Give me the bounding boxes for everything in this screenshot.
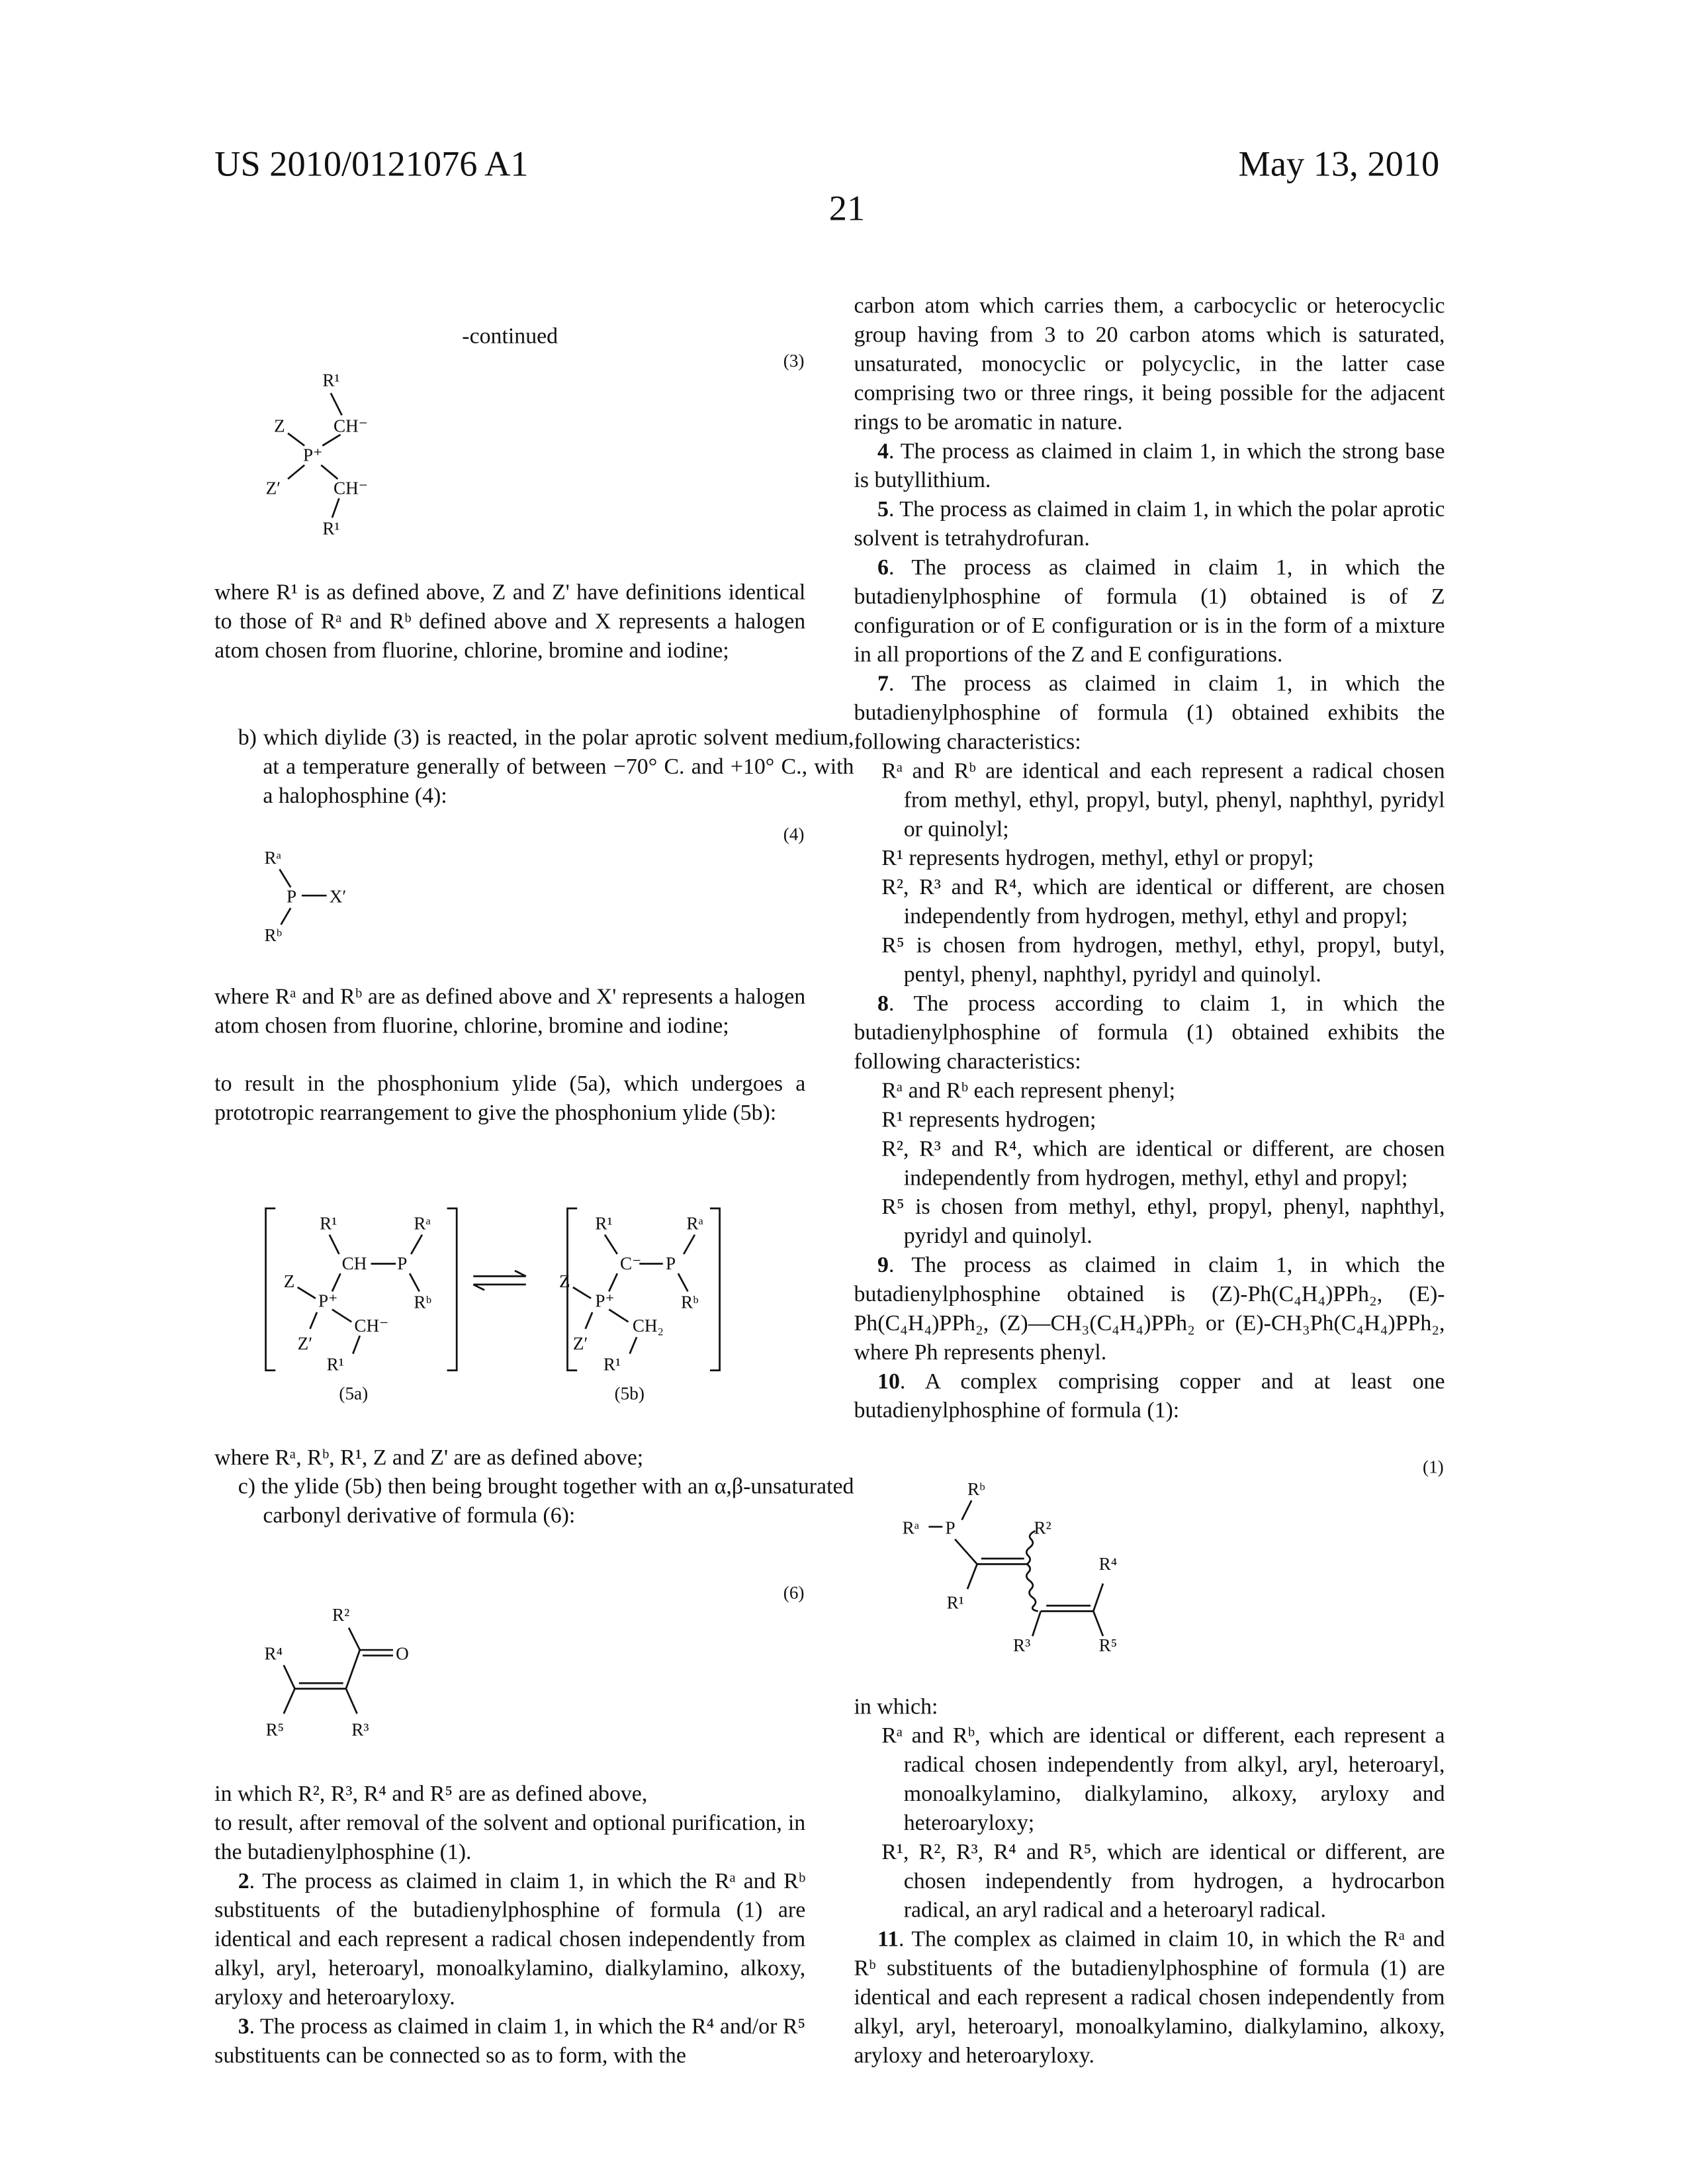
formula-label: (5b) [615,1384,645,1404]
formula-1-butadienylphosphine [903,1457,1444,1655]
atom-label: C⁻ [620,1253,641,1273]
chemical-structures [0,0,1694,2184]
atom-label: CH⁻ [334,416,368,436]
claim-text: . The process as claimed in claim 1, in which the polar aprotic solvent is tetrahydrofuran. [854,497,1445,551]
claim-number: 6 [877,555,889,580]
claim-text: . The process as claimed in claim 1, in which the Rᵃ and Rᵇ substituents of the butadienylphosphine of formula (1) are identical and each represent a radical chosen independently from alkyl, aryl, heteroaryl, monoalkylamino, dialkylamino, alkoxy, aryloxy and heteroaryloxy. [214,1869,805,2010]
atom-label: Rᵃ [264,848,281,868]
claim-text: . The process as claimed in claim 1, in which the butadienylphosphine of formula (1) obtained is of Z configuration or of E configuration or is in the form of a mixture in all proportions of the Z and E configurations. [854,555,1445,667]
claim-number: 11 [877,1927,899,1952]
atom-label: P [945,1518,955,1537]
claim-text: . A complex comprising copper and at least one butadienylphosphine of formula (1): [854,1369,1445,1423]
claim-number: 4 [877,439,889,464]
atom-label: X′ [330,887,347,907]
paragraph: in which: [854,1693,1445,1722]
formula-label: (5a) [339,1384,368,1404]
atom-label: CH⁻ [334,478,368,498]
atom-label: P⁺ [595,1291,614,1310]
claim-number: 8 [877,991,889,1017]
atom-label: Rᵃ [903,1518,920,1537]
claim-text: . The process as claimed in claim 1, in which the butadienylphosphine of formula (1) obtained exhibits the following characteristics: [854,671,1445,754]
atom-label: R⁵ [266,1720,285,1740]
list-item: Rᵃ and Rᵇ are identical and each represent a radical chosen from methyl, ethyl, propyl, butyl, phenyl, naphthyl, pyridyl or quinolyl; [854,757,1445,844]
atom-label: R³ [351,1720,369,1740]
list-item: R¹ represents hydrogen, methyl, ethyl or propyl; [854,844,1445,874]
atom-label: CH [342,1253,367,1273]
formula-label: (4) [783,825,805,844]
atom-label: Rᵃ [414,1213,431,1233]
atom-label: P [666,1253,676,1273]
formula-label: (3) [783,351,805,371]
claim-text: . The process according to claim 1, in which the butadienylphosphine of formula (1) obtained exhibits the following characteristics: [854,991,1445,1074]
atom-label: Rᵇ [414,1292,431,1312]
atom-label: R¹ [322,518,339,538]
formula-5a-5b-equilibrium [266,1208,720,1404]
step-b: b) which diylide (3) is reacted, in the polar aprotic solvent medium, at a temperature generally of between −70° C. and +10° C., with a halophosphine (4): [214,724,854,811]
atom-label: CH₂ [633,1316,664,1336]
paragraph: where Rᵃ, Rᵇ, R¹, Z and Z' are as defined above; [214,1443,805,1473]
atom-label: R¹ [603,1355,621,1375]
atom-label: Z [274,416,285,436]
paragraph: in which R², R³, R⁴ and R⁵ are as defined above, [214,1780,805,1809]
atom-label: P [397,1253,407,1273]
atom-label: R² [332,1605,349,1625]
paragraph: to result, after removal of the solvent and optional purification, in the butadienylphosphine (1). [214,1809,805,1868]
step-c: c) the ylide (5b) then being brought together with an α,β-unsaturated carbonyl derivative of formula (6): [214,1473,854,1531]
list-item: R¹, R², R³, R⁴ and R⁵, which are identical or different, are chosen independently from hydrogen, a hydrocarbon radical, an aryl radical and a heteroaryl radical. [854,1839,1445,1926]
claim-text: . The process as claimed in claim 1, in which the strong base is butyllithium. [854,439,1445,493]
patent-number: US 2010/0121076 A1 [214,144,528,186]
formula-6-carbonyl [264,1583,804,1740]
list-item: R², R³ and R⁴, which are identical or different, are chosen independently from hydrogen, methyl, ethyl and propyl; [854,874,1445,932]
claim-number: 9 [877,1253,889,1278]
claim-number: 5 [877,497,889,522]
claim-number: 7 [877,671,889,696]
paragraph: where R¹ is as defined above, Z and Z' have definitions identical to those of Rᵃ and Rᵇ defined above and X represents a halogen atom chosen from fluorine, chlorine, bromine and iodine; [214,578,805,666]
atom-label: R⁴ [264,1644,283,1664]
atom-label: Z [284,1271,295,1291]
atom-label: Rᵃ [686,1213,703,1233]
claim-text: . The complex as claimed in claim 10, in which the Rᵃ and Rᵇ substituents of the butadienylphosphine of formula (1) are identical and each represent a radical chosen independently from alkyl, aryl, heteroaryl, monoalkylamino, dialkylamino, alkoxy, aryloxy and heteroaryloxy. [854,1927,1445,2068]
claim-text: . The process as claimed in claim 1, in which the butadienylphosphine obtained is (Z)-Ph(C₄H₄)PPh₂, (E)-Ph(C₄H₄)PPh₂, (Z)—CH₃(C₄H₄)PPh₂ or (E)-CH₃Ph(C₄H₄)PPh₂, where Ph represents phenyl. [854,1253,1445,1365]
atom-label: P⁺ [303,445,322,465]
atom-label: Z′ [573,1334,588,1353]
list-item: Rᵃ and Rᵇ each represent phenyl; [854,1077,1445,1106]
list-item: R⁵ is chosen from methyl, ethyl, propyl, phenyl, naphthyl, pyridyl and quinolyl. [854,1193,1445,1251]
atom-label: P⁺ [318,1291,337,1310]
atom-label: R¹ [322,371,339,390]
list-item: R¹ represents hydrogen; [854,1106,1445,1135]
paragraph: where Rᵃ and Rᵇ are as defined above and X' represents a halogen atom chosen from fluorine, chlorine, bromine and iodine; [214,983,805,1041]
atom-label: Z′ [266,478,281,498]
formula-3-diylide [266,351,805,538]
claim-text: . The process as claimed in claim 1, in which the R⁴ and/or R⁵ substituents can be connected so as to form, with the [214,2014,805,2068]
atom-label: R¹ [947,1592,964,1612]
list-item: R², R³ and R⁴, which are identical or different, are chosen independently from hydrogen, methyl, ethyl and propyl; [854,1135,1445,1193]
atom-label: R⁵ [1099,1635,1118,1655]
atom-label: Rᵇ [264,925,282,945]
formula-label: (6) [783,1583,805,1603]
claim-number: 10 [877,1369,900,1394]
atom-label: R¹ [327,1355,344,1375]
paragraph: carbon atom which carries them, a carbocyclic or heterocyclic group having from 3 to 20 carbon atoms which is saturated, unsaturated, monocyclic or polycyclic, in the latter case comprising two or three rings, it being possible for the adjacent rings to be aromatic in nature. [854,292,1445,437]
formula-label: (1) [1423,1457,1444,1477]
atom-label: R⁴ [1099,1554,1118,1574]
list-item: R⁵ is chosen from hydrogen, methyl, ethyl, propyl, butyl, pentyl, phenyl, naphthyl, pyridyl and quinolyl. [854,932,1445,990]
atom-label: R³ [1013,1635,1030,1655]
publication-date: May 13, 2010 [1239,144,1440,186]
atom-label: R¹ [320,1213,337,1233]
atom-label: R² [1034,1518,1051,1537]
atom-label: O [396,1644,409,1664]
atom-label: R¹ [595,1213,612,1233]
atom-label: Rᵇ [967,1479,985,1499]
atom-label: CH⁻ [354,1316,388,1336]
claim-number: 3 [238,2014,249,2039]
page-number: 21 [0,188,1694,230]
list-item: Rᵃ and Rᵇ, which are identical or different, each represent a radical chosen independently from alkyl, aryl, heteroaryl, monoalkylamino, dialkylamino, alkoxy, aryloxy and heteroaryloxy; [854,1722,1445,1839]
atom-label: Z′ [298,1334,313,1353]
formula-4-halophosphine [264,825,804,946]
patent-page [0,0,1694,2184]
paragraph: to result in the phosphonium ylide (5a), which undergoes a prototropic rearrangement to give the phosphonium ylide (5b): [214,1070,805,1128]
atom-label: Rᵇ [681,1292,699,1312]
claim-number: 2 [238,1869,249,1894]
atom-label: P [287,887,296,907]
continued-label: -continued [214,322,805,351]
atom-label: Z [559,1271,570,1291]
